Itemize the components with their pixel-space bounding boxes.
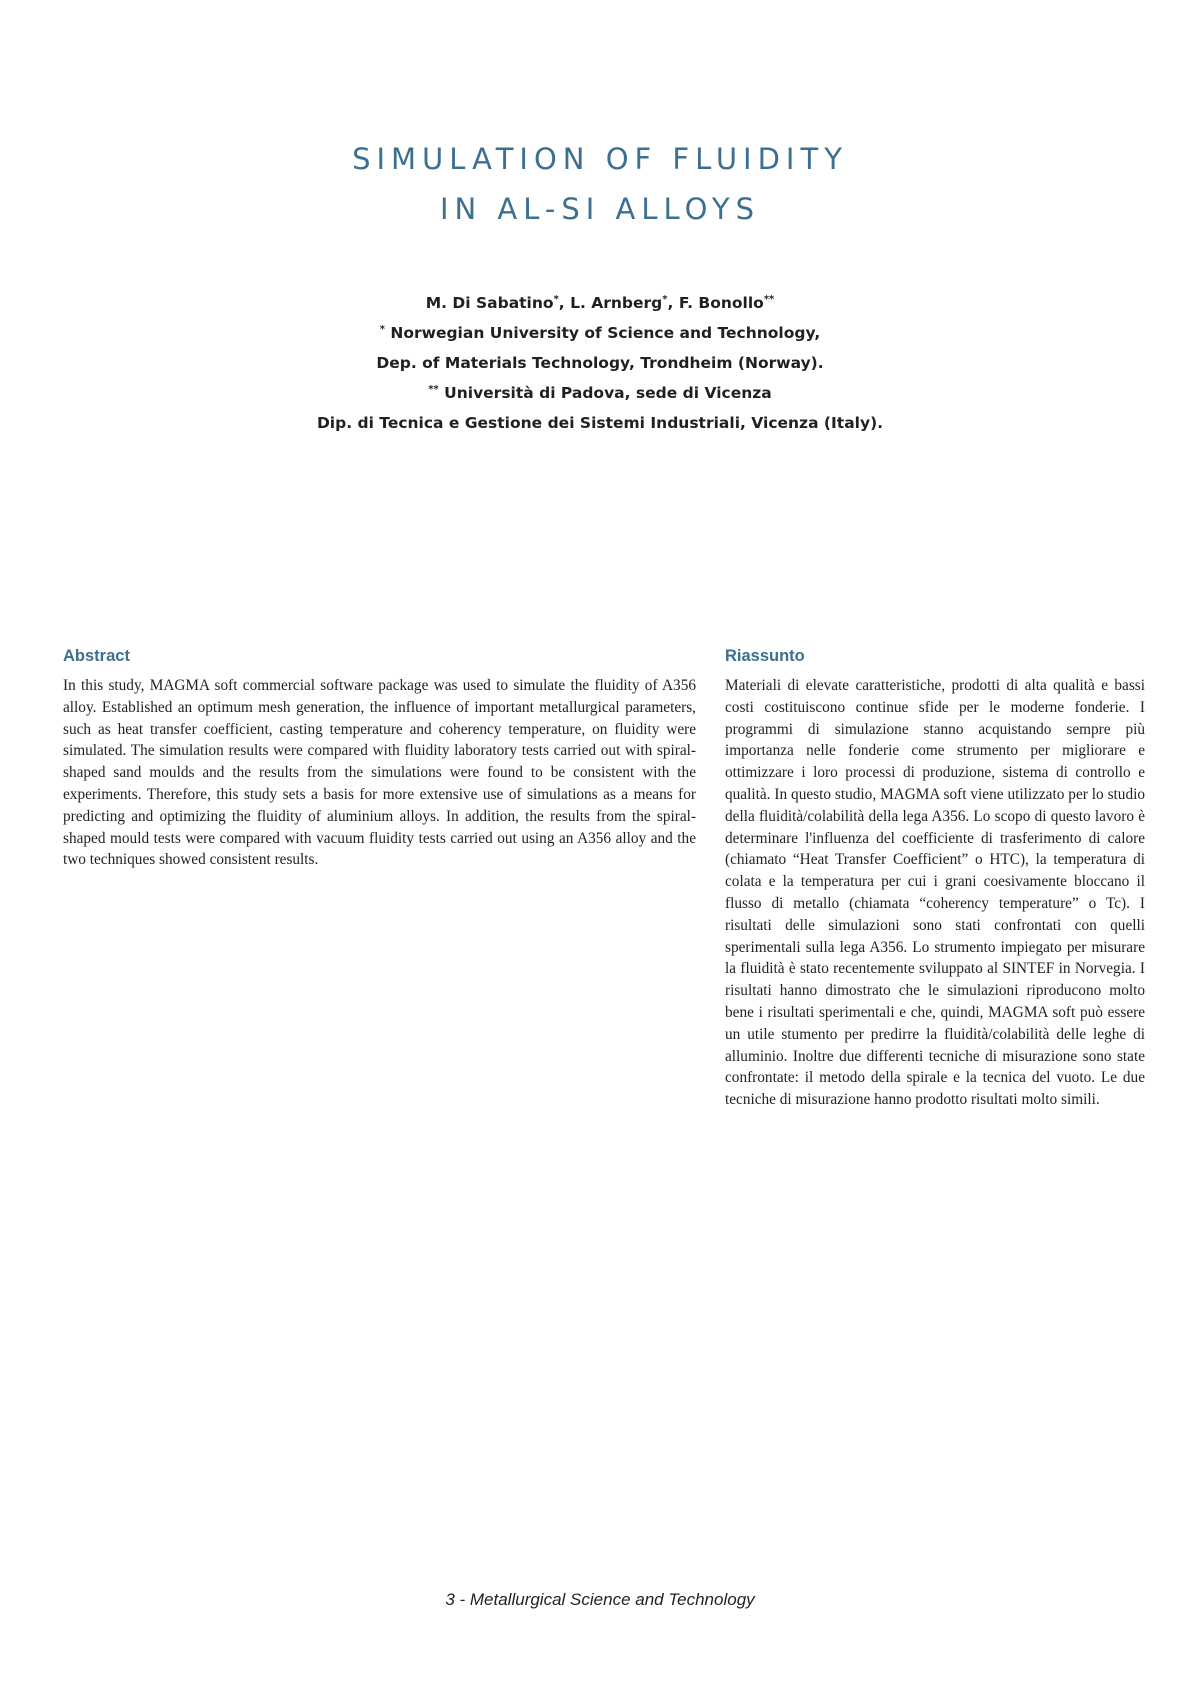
abstract-heading: Abstract xyxy=(63,647,130,665)
affiliation-2-line-1 xyxy=(0,378,1200,408)
paper-title xyxy=(0,134,1200,234)
affiliation-2-mark: ** xyxy=(428,383,439,395)
affiliation-2-line-2: Dip. di Tecnica e Gestione dei Sistemi Industriali, Vicenza (Italy). xyxy=(316,414,884,432)
author-separator-1: , xyxy=(558,294,571,312)
author-separator-2: , xyxy=(667,294,679,312)
affiliation-1-mark: * xyxy=(379,323,385,335)
abstract-text: In this study, MAGMA soft commercial software package was used to simulate the fluidity of A356 alloy. Established an optimum mesh generation, the influence of important metallurgical parameters, such as heat transfer coefficient, casting temperature and coherency temperature, on fluidity were simulated. The simulation results were compared with fluidity laboratory tests carried out with spiral-shaped sand moulds and the results from the simulations were found to be consistent with the experiments. Therefore, this study sets a basis for more extensive use of simulations as a means for predicting and optimizing the fluidity of aluminium alloys. In addition, the results from the spiral-shaped mould tests were compared with vacuum fluidity tests carried out using an A356 alloy and the two techniques showed consistent results. xyxy=(63,677,696,869)
riassunto-heading: Riassunto xyxy=(725,647,805,665)
affiliation-1-line-1 xyxy=(0,318,1200,348)
affiliation-1-name: Norwegian University of Science and Technology, xyxy=(384,324,821,342)
author-1: M. Di Sabatino xyxy=(425,294,554,312)
author-block xyxy=(0,288,1200,438)
title-line-2: IN AL-SI ALLOYS xyxy=(439,192,761,226)
page-footer: 3 - Metallurgical Science and Technology xyxy=(445,1590,755,1609)
author-2: L. Arnberg xyxy=(570,294,663,312)
author-names xyxy=(0,288,1200,318)
author-3: F. Bonollo xyxy=(678,294,764,312)
title-line-1: SIMULATION OF FLUIDITY xyxy=(352,142,848,176)
author-1-mark: * xyxy=(553,293,559,305)
riassunto-section xyxy=(725,645,1145,1111)
affiliation-2-name: Università di Padova, sede di Vicenza xyxy=(438,384,772,402)
author-3-mark: ** xyxy=(763,293,775,305)
author-2-mark: * xyxy=(662,293,668,305)
affiliation-1-line-2: Dep. of Materials Technology, Trondheim (Norway). xyxy=(376,354,824,372)
abstract-section xyxy=(63,645,696,871)
riassunto-text: Materiali di elevate caratteristiche, prodotti di alta qualità e bassi costi costituiscono continue sfide per le moderne fonderie. I programmi di simulazione stanno acquistando sempre più importanza nelle fonderie come strumento per migliorare e ottimizzare i loro processi di produzione, sistema di controllo e qualità. In questo studio, MAGMA soft viene utilizzato per lo studio della fluidità/colabilità della lega A356. Lo scopo di questo lavoro è determinare l'influenza del coefficiente di trasferimento di calore (chiamato “Heat Transfer Coefficient” o HTC), la temperatura di colata e la temperatura per cui i grani coesivamente bloccano il flusso di metallo (chiamata “coherency temperature” o Tc). I risultati delle simulazioni sono stati confrontati con quelli sperimentali sulla lega A356. Lo strumento impiegato per misurare la fluidità è stato recentemente sviluppato al SINTEF in Norvegia. I risultati hanno dimostrato che le simulazioni riproducono molto bene i risultati sperimentali e che, quindi, MAGMA soft può essere un utile stumento per predirre la fluidità/colabilità delle leghe di alluminio. Inoltre due differenti tecniche di misurazione sono state confrontate: il metodo della spirale e la tecnica del vuoto. Le due tecniche di misurazione hanno prodotto risultati molto simili. xyxy=(725,677,1145,1109)
